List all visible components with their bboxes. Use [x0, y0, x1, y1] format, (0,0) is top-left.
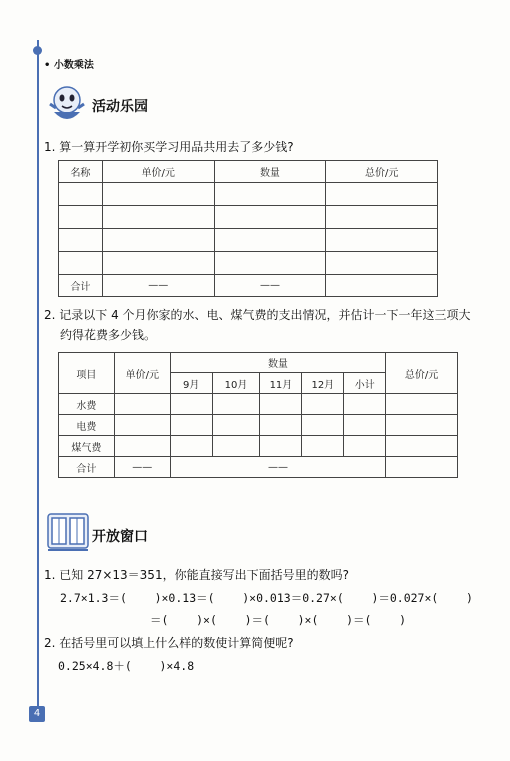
row-water: 水费	[59, 394, 115, 415]
row-gas: 煤气费	[59, 436, 115, 457]
row-electricity: 电费	[59, 415, 115, 436]
margin-dot	[33, 46, 42, 55]
total-label: 合计	[59, 457, 115, 478]
header-total: 总价/元	[386, 353, 458, 394]
formula-line-3: 0.25×4.8＋( )×4.8	[58, 659, 195, 673]
section-title-open-window: 开放窗口	[92, 529, 148, 545]
window-icon	[46, 512, 90, 552]
month-11: 11月	[260, 373, 302, 394]
section-title-activity: 活动乐园	[92, 99, 148, 115]
question-1-text: 1. 算一算开学初你买学习用品共用去了多少钱?	[44, 140, 294, 154]
header-tag: • 小数乘法	[44, 60, 94, 71]
table-row	[59, 229, 438, 252]
subtotal-header: 小计	[344, 373, 386, 394]
table-row	[59, 436, 458, 457]
table-row	[59, 206, 438, 229]
table-row	[59, 183, 438, 206]
header-item: 项目	[59, 353, 115, 394]
dash-cell: ——	[114, 457, 170, 478]
month-9: 9月	[170, 373, 212, 394]
question-2-line1: 2. 记录以下 4 个月你家的水、电、煤气费的支出情况，并估计一下一年这三项大	[44, 308, 471, 322]
formula-line-2: ＝( )×( )＝( )×( )＝( )	[150, 613, 407, 627]
page-number: 4	[29, 706, 45, 722]
dash-cell: ——	[214, 275, 326, 297]
header-name: 名称	[59, 161, 103, 183]
header-unit-price: 单价/元	[114, 353, 170, 394]
header-quantity: 数量	[214, 161, 326, 183]
month-12: 12月	[302, 373, 344, 394]
table-row	[59, 394, 458, 415]
question-3-text: 1. 已知 27×13＝351，你能直接写出下面括号里的数吗?	[44, 568, 349, 582]
dash-cell: ——	[170, 457, 385, 478]
formula-line-1: 2.7×1.3＝( )×0.13＝( )×0.013＝0.27×( )＝0.027×( )	[60, 591, 473, 605]
table-row	[59, 415, 458, 436]
margin-line	[37, 40, 39, 720]
header-unit-price: 单价/元	[102, 161, 214, 183]
utilities-table	[58, 352, 458, 478]
dash-cell: ——	[102, 275, 214, 297]
question-2-line2: 约得花费多少钱。	[60, 328, 157, 342]
mascot-icon	[44, 82, 90, 128]
question-4-text: 2. 在括号里可以填上什么样的数使计算简便呢?	[44, 636, 294, 650]
table-row-total	[59, 275, 438, 297]
header-total: 总价/元	[326, 161, 438, 183]
table-row	[59, 252, 438, 275]
total-label: 合计	[59, 275, 103, 297]
header-quantity: 数量	[170, 353, 385, 373]
supplies-table	[58, 160, 438, 297]
month-10: 10月	[212, 373, 260, 394]
table-row-total	[59, 457, 458, 478]
